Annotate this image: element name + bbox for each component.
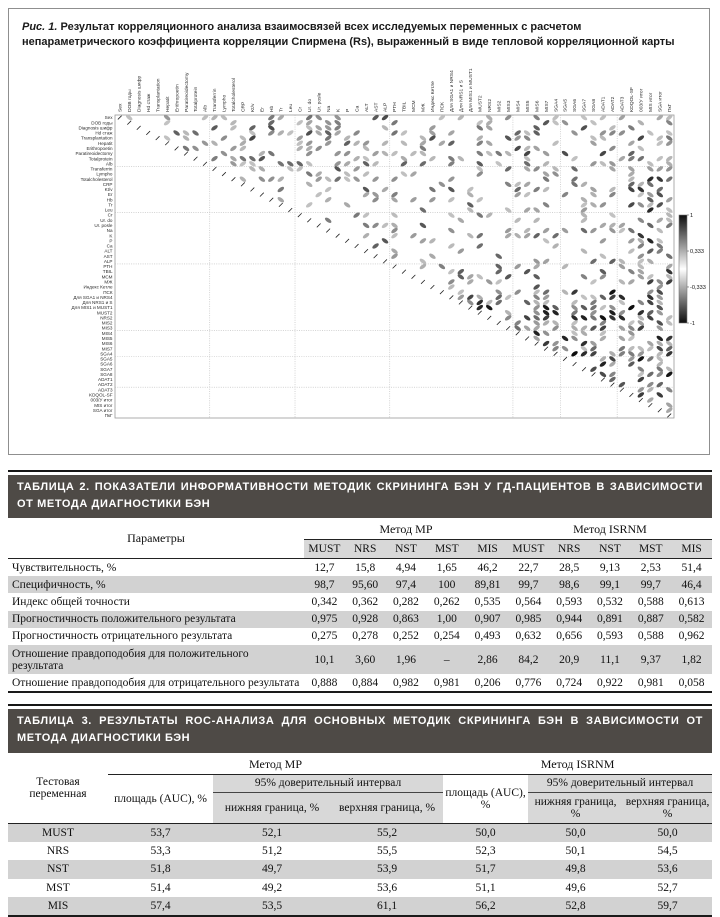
table3-body	[8, 823, 712, 916]
svg-text:SGA7: SGA7	[582, 99, 588, 112]
svg-text:Paratireoidectomy: Paratireoidectomy	[75, 151, 113, 156]
svg-text:Для MIS1 и MUST1: Для MIS1 и MUST1	[468, 68, 474, 112]
table-cell: 50,0	[623, 823, 712, 842]
table-cell: 50,0	[528, 823, 623, 842]
table-cell: 99,7	[508, 576, 549, 593]
table-cell: 99,1	[590, 576, 631, 593]
svg-text:ПкГ: ПкГ	[667, 103, 673, 112]
table-cell: 0,982	[386, 674, 427, 692]
table2-title: ТАБЛИЦА 2. ПОКАЗАТЕЛИ ИНФОРМАТИВНОСТИ МЕТОДИК СКРИНИНГА БЭН У ГД-ПАЦИЕНТОВ В ЗАВИСИМОСТИ ОТ МЕТОДА ДИАГНОСТИКИ БЭН	[8, 475, 712, 518]
svg-text:003/У итог: 003/У итог	[639, 88, 645, 112]
svg-text:MIS3: MIS3	[102, 326, 113, 331]
table-cell: –	[426, 645, 467, 674]
svg-text:MIS5: MIS5	[525, 100, 531, 112]
table-cell: 51,1	[443, 879, 528, 897]
svg-text:Totalprotein: Totalprotein	[89, 156, 113, 161]
svg-text:Tr: Tr	[108, 202, 113, 207]
table-cell: 0,532	[590, 593, 631, 610]
svg-text:K: K	[335, 108, 341, 112]
table-cell: 0,981	[426, 674, 467, 692]
svg-text:SGA итог: SGA итог	[657, 91, 663, 112]
svg-text:DOB годы: DOB годы	[91, 120, 112, 125]
table-cell: 53,6	[331, 879, 443, 897]
table-cell: 100	[426, 576, 467, 593]
svg-text:Erithropoetin: Erithropoetin	[86, 146, 112, 151]
svg-text:SGA5: SGA5	[563, 99, 569, 112]
ci-upper-isrnm: верхняя граница, %	[623, 792, 712, 823]
table-cell: 0,863	[386, 611, 427, 628]
svg-text:Erithropoetin: Erithropoetin	[174, 84, 180, 112]
colorbar-ticks	[687, 213, 706, 327]
svg-text:NRS2: NRS2	[487, 99, 493, 112]
table-cell: 0,944	[549, 611, 590, 628]
svg-text:SGA6: SGA6	[100, 362, 113, 367]
table-cell: 99,7	[630, 576, 671, 593]
table-cell: 0,254	[426, 628, 467, 645]
table-cell: 50,1	[528, 842, 623, 860]
svg-text:MIS5: MIS5	[102, 336, 113, 341]
table-cell: 46,2	[467, 559, 508, 577]
table-cell: 0,985	[508, 611, 549, 628]
col-header: NST	[386, 540, 427, 559]
table-cell: 0,588	[630, 628, 671, 645]
table-cell: 98,7	[304, 576, 345, 593]
svg-text:Индекс Кетле: Индекс Кетле	[83, 285, 112, 290]
svg-text:Sex: Sex	[105, 115, 114, 120]
table2-top-rule	[8, 470, 712, 472]
table-cell: 57,4	[108, 897, 213, 916]
table-cell: 51,4	[671, 559, 712, 577]
svg-text:Totalcholesterol: Totalcholesterol	[231, 78, 237, 112]
table-cell: 1,82	[671, 645, 712, 674]
svg-text:Sex: Sex	[117, 103, 123, 112]
table3	[8, 753, 712, 917]
table-cell: 0,724	[549, 674, 590, 692]
table-cell: 0,206	[467, 674, 508, 692]
table-cell: 0,613	[671, 593, 712, 610]
svg-text:Hb: Hb	[269, 105, 275, 112]
col-header: NRS	[345, 540, 386, 559]
svg-text:ПСК: ПСК	[440, 102, 446, 112]
col-header: MST	[426, 540, 467, 559]
col-header: MUST	[508, 540, 549, 559]
svg-text:Ca: Ca	[354, 105, 360, 112]
svg-text:ПСК: ПСК	[103, 290, 113, 295]
svg-text:SGA6: SGA6	[572, 99, 578, 112]
svg-text:PTH: PTH	[392, 102, 398, 112]
table-cell: 0,593	[590, 628, 631, 645]
col-header: MUST	[304, 540, 345, 559]
table-cell: 0,275	[304, 628, 345, 645]
svg-text:Na: Na	[107, 228, 113, 233]
svg-text:Er: Er	[108, 192, 113, 197]
svg-text:Tr: Tr	[279, 107, 285, 112]
svg-text:Er: Er	[260, 107, 266, 112]
svg-text:003/У итог: 003/У итог	[91, 398, 113, 403]
table-cell: 49,8	[528, 860, 623, 878]
table-row	[8, 611, 712, 628]
figure-caption	[9, 9, 709, 49]
table-cell: 54,5	[623, 842, 712, 860]
svg-text:МСМ: МСМ	[411, 100, 417, 112]
table-cell: 1,96	[386, 645, 427, 674]
table-cell: 0,252	[386, 628, 427, 645]
table-cell: 97,4	[386, 576, 427, 593]
table-cell: 0,058	[671, 674, 712, 692]
table-cell: 0,262	[426, 593, 467, 610]
svg-text:Ca: Ca	[107, 244, 113, 249]
table-cell: 10,1	[304, 645, 345, 674]
row-label: Чувствительность, %	[8, 559, 304, 577]
svg-text:MIS2: MIS2	[102, 321, 113, 326]
svg-text:SGA7: SGA7	[100, 367, 113, 372]
correlation-heatmap	[9, 53, 711, 453]
table-cell: 0,962	[671, 628, 712, 645]
table3-group-isrnm: Метод ISRNM	[443, 753, 712, 775]
table2	[8, 518, 712, 693]
table-row	[8, 576, 712, 593]
table-cell: 0,975	[304, 611, 345, 628]
svg-text:SGA4: SGA4	[100, 351, 113, 356]
svg-text:NRS2: NRS2	[100, 315, 113, 320]
svg-text:CRP: CRP	[103, 182, 113, 187]
table2-group-mr: Метод МР	[304, 518, 508, 540]
table-cell: 15,8	[345, 559, 386, 577]
ci-lower-isrnm: нижняя граница, %	[528, 792, 623, 823]
svg-text:Leu: Leu	[288, 104, 294, 112]
svg-text:Ur. do: Ur. do	[307, 99, 313, 112]
ci-upper-mr: верхняя граница, %	[331, 792, 443, 823]
svg-text:Transferrin: Transferrin	[90, 167, 112, 172]
table-cell: 0,582	[671, 611, 712, 628]
heatmap-col-labels	[117, 68, 673, 112]
svg-text:TBIL: TBIL	[402, 101, 408, 112]
table-row	[8, 842, 712, 860]
row-label: MUST	[8, 823, 108, 842]
svg-text:ADAT1: ADAT1	[98, 377, 113, 382]
table-cell: 0,907	[467, 611, 508, 628]
svg-text:Для SGA1 и NRS4: Для SGA1 и NRS4	[73, 295, 113, 300]
table-cell: 52,8	[528, 897, 623, 916]
svg-text:MIS4: MIS4	[102, 331, 113, 336]
svg-text:ALT: ALT	[104, 249, 112, 254]
table-cell: 0,891	[590, 611, 631, 628]
table-cell: 51,7	[443, 860, 528, 878]
table-row	[8, 823, 712, 842]
table-cell: 0,342	[304, 593, 345, 610]
svg-text:ALP: ALP	[383, 103, 389, 112]
table-cell: 53,3	[108, 842, 213, 860]
svg-text:ПкГ: ПкГ	[105, 413, 113, 418]
ci-lower-mr: нижняя граница, %	[213, 792, 331, 823]
row-label: Прогностичность положительного результата	[8, 611, 304, 628]
figure-panel	[8, 8, 710, 455]
table2-params-header: Параметры	[8, 518, 304, 559]
table-cell: 1,65	[426, 559, 467, 577]
svg-text:PTH: PTH	[103, 264, 112, 269]
table-cell: 49,7	[213, 860, 331, 878]
svg-text:SGA5: SGA5	[100, 357, 113, 362]
svg-text:Для NRS1 и S: Для NRS1 и S	[459, 79, 465, 112]
table-cell: 20,9	[549, 645, 590, 674]
table-cell: 0,922	[590, 674, 631, 692]
table-cell: 49,6	[528, 879, 623, 897]
table-cell: 9,13	[590, 559, 631, 577]
table-cell: 0,928	[345, 611, 386, 628]
table-row	[8, 559, 712, 577]
colorbar	[679, 215, 687, 323]
row-label: Индекс общей точности	[8, 593, 304, 610]
table-cell: 53,7	[108, 823, 213, 842]
svg-text:ADAT3: ADAT3	[98, 387, 113, 392]
table-cell: 22,7	[508, 559, 549, 577]
table-cell: 53,5	[213, 897, 331, 916]
svg-text:AST: AST	[373, 102, 379, 112]
table-cell: 61,1	[331, 897, 443, 916]
auc-header-isrnm: площадь (AUC), %	[443, 774, 528, 823]
table-cell: 0,632	[508, 628, 549, 645]
table-cell: 3,60	[345, 645, 386, 674]
table-cell: 0,656	[549, 628, 590, 645]
table-cell: 51,2	[213, 842, 331, 860]
svg-text:Cr: Cr	[297, 106, 303, 112]
table-cell: 52,7	[623, 879, 712, 897]
svg-text:Hepatit: Hepatit	[165, 96, 171, 112]
row-label: Отношение правдоподобия для положительного результата	[8, 645, 304, 674]
table-cell: 52,1	[213, 823, 331, 842]
svg-text:1: 1	[690, 213, 693, 219]
svg-text:KDQOL-SF: KDQOL-SF	[629, 87, 635, 112]
table-cell: 95,60	[345, 576, 386, 593]
row-label: MIS	[8, 897, 108, 916]
svg-text:CRP: CRP	[241, 102, 247, 112]
row-label: Отношение правдоподобия для отрицательного результата	[8, 674, 304, 692]
table3-top-rule	[8, 704, 712, 706]
row-label: NST	[8, 860, 108, 878]
correlation-ellipses	[118, 114, 674, 417]
svg-text:Totalcholesterol: Totalcholesterol	[81, 177, 113, 182]
table-cell: 0,278	[345, 628, 386, 645]
svg-text:SGA4: SGA4	[553, 99, 559, 112]
table-cell: 52,3	[443, 842, 528, 860]
svg-text:Для SGA1 и NRS4: Для SGA1 и NRS4	[449, 70, 455, 112]
svg-text:Ur. posle: Ur. posle	[94, 223, 113, 228]
figure-caption-label: Рис. 1.	[22, 21, 57, 33]
svg-text:МЖ: МЖ	[104, 280, 113, 285]
svg-text:P: P	[345, 109, 351, 112]
gap	[0, 693, 720, 704]
svg-text:Alb: Alb	[106, 161, 113, 166]
svg-text:KDQOL-SF: KDQOL-SF	[89, 392, 113, 397]
svg-text:MIS7: MIS7	[102, 346, 113, 351]
svg-text:MUST2: MUST2	[477, 95, 483, 112]
table-cell: 56,2	[443, 897, 528, 916]
svg-text:Paratireoidectomy: Paratireoidectomy	[184, 72, 190, 112]
svg-text:Na: Na	[326, 105, 332, 112]
ci-header-mr: 95% доверительный интервал	[213, 774, 443, 792]
svg-text:Diagnosis шифр: Diagnosis шифр	[136, 75, 142, 112]
table-cell: 98,6	[549, 576, 590, 593]
table-cell: 0,887	[630, 611, 671, 628]
table3-header	[8, 753, 712, 824]
table2-header	[8, 518, 712, 559]
table-cell: 0,493	[467, 628, 508, 645]
table-row	[8, 860, 712, 878]
table-cell: 0,884	[345, 674, 386, 692]
table2-group-isrnm: Метод ISRNM	[508, 518, 712, 540]
svg-text:-1: -1	[690, 321, 695, 327]
svg-text:МСМ: МСМ	[102, 274, 113, 279]
table-row	[8, 879, 712, 897]
table-row	[8, 628, 712, 645]
col-header: MIS	[467, 540, 508, 559]
svg-text:ALT: ALT	[364, 103, 370, 112]
svg-text:MIS итог: MIS итог	[648, 92, 654, 112]
svg-text:SGA итог: SGA итог	[93, 408, 113, 413]
svg-text:ALP: ALP	[104, 259, 113, 264]
svg-text:Leu: Leu	[105, 208, 113, 213]
svg-text:Ur. do: Ur. do	[100, 218, 113, 223]
svg-text:MIS6: MIS6	[534, 100, 540, 112]
table-cell: 0,282	[386, 593, 427, 610]
row-label: MST	[8, 879, 108, 897]
table3-group-mr: Метод МР	[108, 753, 443, 775]
svg-text:TBIL: TBIL	[103, 269, 113, 274]
table-row	[8, 897, 712, 916]
table-cell: 0,564	[508, 593, 549, 610]
col-header: NST	[590, 540, 631, 559]
figure-caption-text: Результат корреляционного анализа взаимосвязей всех исследуемых переменных с расчетом непараметрического коэффициента корреляции Спирмена (Rs), выраженный в виде тепловой корреляционной карты	[22, 21, 675, 48]
svg-text:SGA8: SGA8	[591, 99, 597, 112]
svg-text:MIS3: MIS3	[506, 100, 512, 112]
table-cell: 46,4	[671, 576, 712, 593]
svg-text:P: P	[109, 238, 112, 243]
col-header: MIS	[671, 540, 712, 559]
auc-header-mr: площадь (AUC), %	[108, 774, 213, 823]
svg-text:Lympho: Lympho	[96, 172, 113, 177]
row-label: Прогностичность отрицательного результата	[8, 628, 304, 645]
table-cell: 50,0	[443, 823, 528, 842]
row-label: NRS	[8, 842, 108, 860]
svg-text:Для NRS1 и S: Для NRS1 и S	[83, 300, 113, 305]
tables-section	[0, 455, 720, 917]
table-cell: 12,7	[304, 559, 345, 577]
table-cell: 2,53	[630, 559, 671, 577]
table-cell: 0,593	[549, 593, 590, 610]
table-cell: 4,94	[386, 559, 427, 577]
table-cell: 89,81	[467, 576, 508, 593]
table-cell: 0,981	[630, 674, 671, 692]
svg-text:Alb: Alb	[203, 105, 209, 112]
svg-text:MIS6: MIS6	[102, 341, 113, 346]
table-cell: 11,1	[590, 645, 631, 674]
svg-text:Transplantation: Transplantation	[81, 136, 113, 141]
svg-text:ADAT1: ADAT1	[601, 96, 607, 112]
table-cell: 0,888	[304, 674, 345, 692]
svg-text:Ur. posle: Ur. posle	[316, 92, 322, 112]
table-cell: 51,4	[108, 879, 213, 897]
table-cell: 53,9	[331, 860, 443, 878]
table-row	[8, 645, 712, 674]
svg-text:Hepatit: Hepatit	[98, 141, 113, 146]
svg-text:Transferrin: Transferrin	[212, 88, 218, 112]
table-cell: 51,8	[108, 860, 213, 878]
svg-text:MUST2: MUST2	[97, 310, 113, 315]
svg-text:DOB годы: DOB годы	[127, 89, 133, 112]
svg-text:ADAT3: ADAT3	[620, 96, 626, 112]
svg-text:-0,333: -0,333	[690, 285, 706, 291]
table-cell: 0,776	[508, 674, 549, 692]
svg-text:Индекс Кетле: Индекс Кетле	[430, 81, 436, 112]
table-cell: 49,2	[213, 879, 331, 897]
table-cell: 53,6	[623, 860, 712, 878]
table-cell: 9,37	[630, 645, 671, 674]
svg-text:MIS2: MIS2	[496, 100, 502, 112]
svg-text:MIS итог: MIS итог	[94, 403, 113, 408]
row-label: Специфичность, %	[8, 576, 304, 593]
ci-header-isrnm: 95% доверительный интервал	[528, 774, 712, 792]
table-row	[8, 674, 712, 692]
svg-text:MIS7: MIS7	[544, 100, 550, 112]
table3-rowheader: Тестовая переменная	[8, 753, 108, 824]
svg-text:Cr: Cr	[108, 213, 113, 218]
svg-text:Hd стаж: Hd стаж	[95, 131, 113, 136]
table-row	[8, 593, 712, 610]
svg-text:Kt/v: Kt/v	[250, 103, 256, 112]
svg-text:SGA8: SGA8	[100, 372, 113, 377]
table-cell: 59,7	[623, 897, 712, 916]
table-cell: 0,588	[630, 593, 671, 610]
svg-text:K: K	[109, 233, 113, 238]
table-cell: 55,2	[331, 823, 443, 842]
gap	[0, 455, 720, 470]
svg-text:Diagnosis шифр: Diagnosis шифр	[78, 125, 112, 130]
col-header: NRS	[549, 540, 590, 559]
svg-text:Kt/v: Kt/v	[105, 187, 114, 192]
svg-text:Totalprotein: Totalprotein	[193, 86, 199, 112]
heatmap-row-labels	[72, 115, 114, 418]
table-cell: 0,362	[345, 593, 386, 610]
table-cell: 55,5	[331, 842, 443, 860]
col-header: MST	[630, 540, 671, 559]
svg-text:Для MIS1 и MUST1: Для MIS1 и MUST1	[72, 305, 113, 310]
svg-text:Hb: Hb	[107, 197, 113, 202]
table-cell: 28,5	[549, 559, 590, 577]
table-cell: 1,00	[426, 611, 467, 628]
svg-text:ADAT2: ADAT2	[98, 382, 113, 387]
svg-text:0,333: 0,333	[690, 249, 704, 255]
svg-text:MIS4: MIS4	[515, 100, 521, 112]
svg-text:Transplantation: Transplantation	[155, 78, 161, 112]
svg-text:AST: AST	[104, 254, 113, 259]
table-cell: 2,86	[467, 645, 508, 674]
svg-text:Hd стаж: Hd стаж	[146, 93, 152, 112]
table2-body	[8, 559, 712, 693]
table-cell: 0,535	[467, 593, 508, 610]
svg-text:Lympho: Lympho	[222, 95, 228, 112]
svg-text:МЖ: МЖ	[421, 103, 427, 112]
table-cell: 84,2	[508, 645, 549, 674]
table3-title: ТАБЛИЦА 3. РЕЗУЛЬТАТЫ ROC-АНАЛИЗА ДЛЯ ОСНОВНЫХ МЕТОДИК СКРИНИНГА БЭН В ЗАВИСИМОСТИ ОТ МЕТОДА ДИАГНОСТИКИ БЭН	[8, 709, 712, 752]
svg-text:ADAT2: ADAT2	[610, 96, 616, 112]
